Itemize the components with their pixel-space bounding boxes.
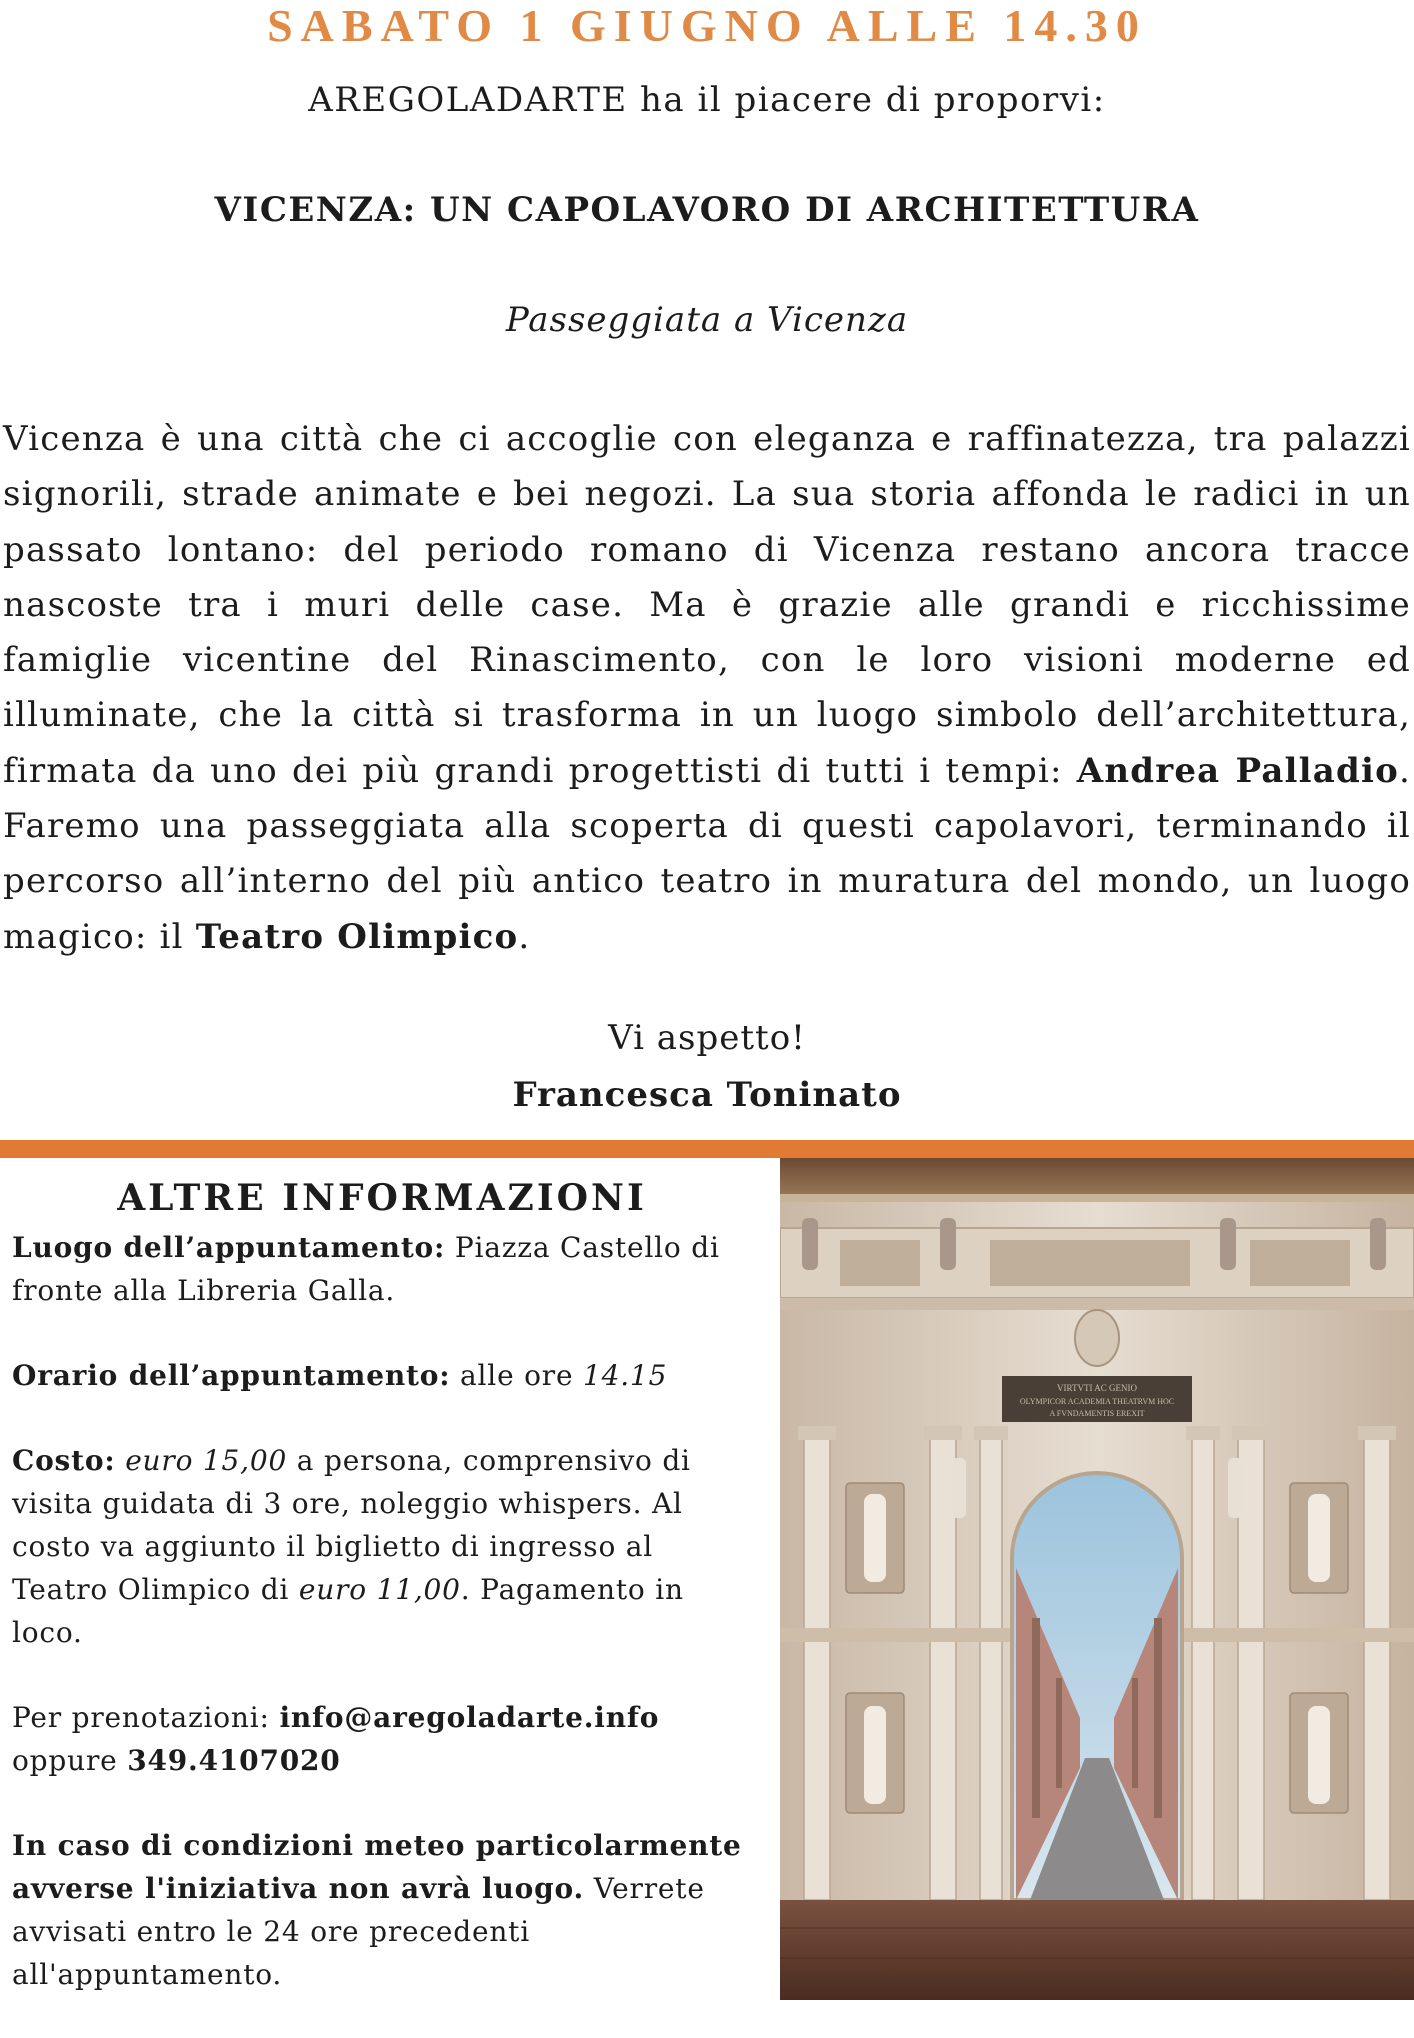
- signature: Francesca Toninato: [512, 1075, 902, 1115]
- ticket-amount: euro 11,00: [298, 1573, 461, 1606]
- booking-phone[interactable]: 349.4107020: [127, 1744, 341, 1777]
- weather-notice: [12, 1824, 752, 1996]
- cost-label: Costo:: [12, 1444, 116, 1477]
- meeting-place-label: Luogo dell’appuntamento:: [12, 1231, 446, 1264]
- cost-info: [12, 1439, 752, 1654]
- teatro-olimpico-illustration: [780, 1158, 1414, 2000]
- booking-email[interactable]: info@aregoladarte.info: [279, 1701, 660, 1734]
- meeting-place: [12, 1226, 752, 1312]
- cost-tail: . Pagamento in loco.: [12, 1573, 684, 1649]
- weather-notice-bold: In caso di condizioni meteo particolarmente avverse l'iniziativa non avrà luogo.: [12, 1829, 742, 1905]
- intro-line: AREGOLADARTE ha il piacere di proporvi:: [308, 80, 1106, 120]
- teatro-olimpico-photo: [780, 1158, 1414, 2000]
- meeting-time-prefix: alle ore: [450, 1359, 584, 1392]
- description-part-1: Vicenza è una città che ci accoglie con eleganza e raffinatezza, tra palazzi signorili, strade animate e bei negozi. La sua storia affonda le radici in un passato lontano: del periodo romano di Vicenza restano ancora tracce nascoste tra i muri delle case. Ma è grazie alle grandi e ricchissime famiglie vicentine del Rinascimento, con le loro visioni moderne ed illuminate, che la città si trasforma in un luogo simbolo dell’architettura, firmata da uno dei più grandi progettisti di tutti i tempi:: [3, 419, 1411, 791]
- description-part-3: .: [518, 916, 531, 957]
- cost-text: a persona, comprensivo di visita guidata di 3 ore, noleggio whispers. Al costo va aggiunto il biglietto di ingresso al Teatro Olimpico di: [12, 1444, 691, 1606]
- event-title: VICENZA: UN CAPOLAVORO DI ARCHITETTURA: [214, 190, 1200, 230]
- inscription-line-2: OLYMPICOR ACADEMIA THEATRVM HOC: [1019, 1397, 1175, 1406]
- cost-amount: euro 15,00: [125, 1444, 288, 1477]
- meeting-place-value: Piazza Castello di fronte alla Libreria Galla.: [12, 1231, 720, 1307]
- weather-notice-text: Verrete avvisati entro le 24 ore precedenti all'appuntamento.: [12, 1872, 705, 1991]
- event-date: SABATO 1 GIUGNO ALLE 14.30: [267, 0, 1147, 51]
- event-subtitle: Passeggiata a Vicenza: [505, 300, 909, 340]
- orange-divider: [0, 1140, 1414, 1158]
- inscription-line-3: A FVNDAMENTIS EREXIT: [1049, 1409, 1145, 1418]
- booking-info: [12, 1696, 752, 1782]
- greeting: Vi aspetto!: [608, 1018, 806, 1058]
- meeting-time-value: 14.15: [583, 1359, 668, 1392]
- architect-name: Andrea Palladio: [1076, 750, 1399, 791]
- event-description: [3, 412, 1411, 965]
- description-part-2: . Faremo una passeggiata alla scoperta di questi capolavori, terminando il percorso all’interno del più antico teatro in muratura del mondo, un luogo magico: il: [3, 750, 1411, 957]
- theatre-name: Teatro Olimpico: [195, 916, 519, 957]
- booking-or: oppure: [12, 1744, 128, 1777]
- booking-prefix: Per prenotazioni:: [12, 1701, 280, 1734]
- inscription-line-1: VIRTVTI AC GENIO: [1057, 1383, 1137, 1393]
- info-heading: ALTRE INFORMAZIONI: [117, 1177, 647, 1219]
- meeting-time-label: Orario dell’appuntamento:: [12, 1359, 451, 1392]
- meeting-time: [12, 1354, 752, 1397]
- info-panel: [12, 1176, 752, 2038]
